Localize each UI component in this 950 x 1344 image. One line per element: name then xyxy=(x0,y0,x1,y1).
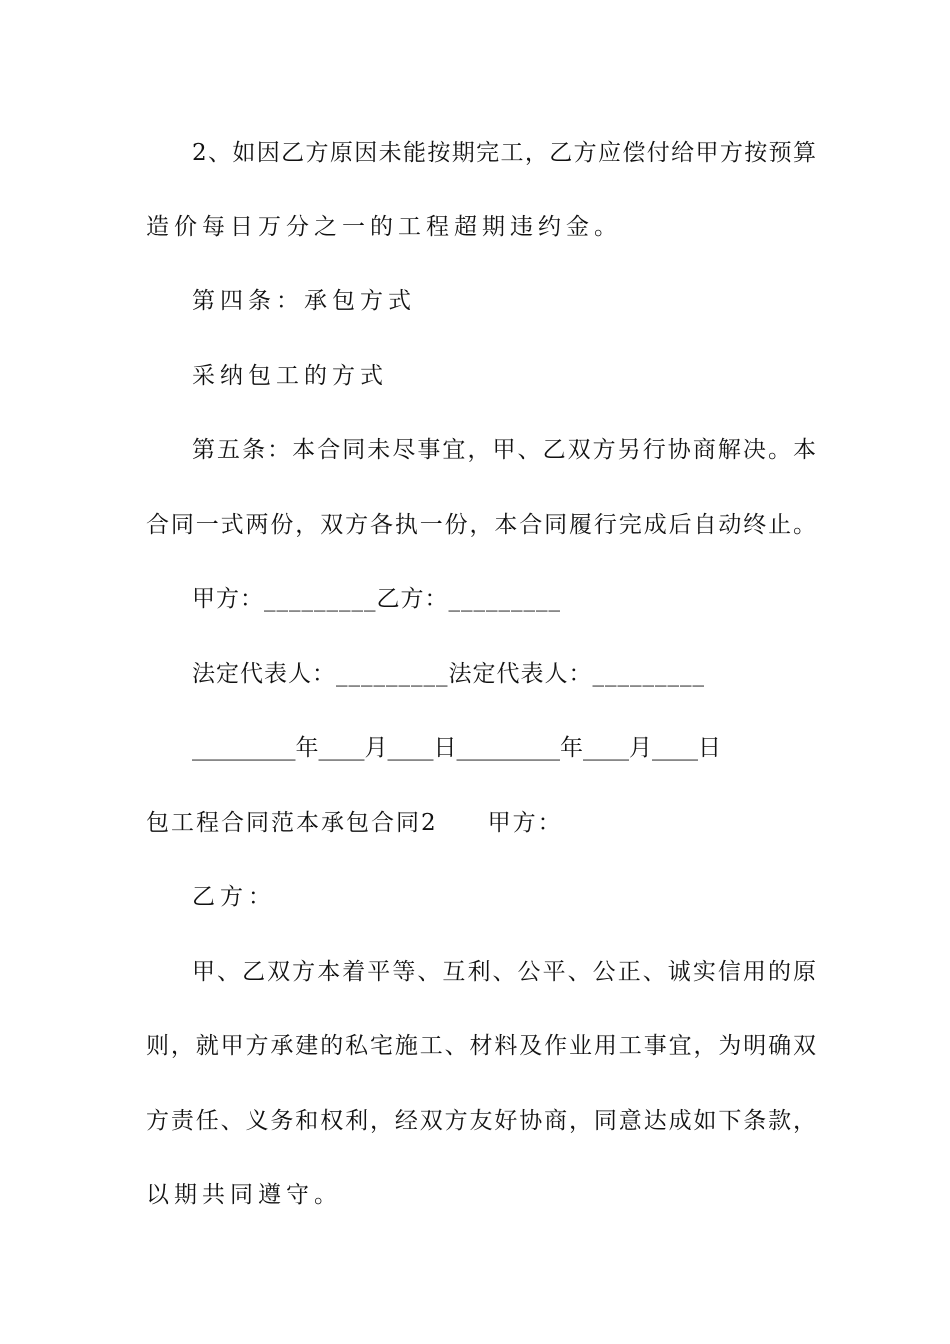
signature-line: 甲方：_________乙方：_________ xyxy=(192,586,561,612)
paragraph-line: 则，就甲方承建的私宅施工、材料及作业用工事宜，为明确双 xyxy=(146,1033,816,1059)
paragraph-line: 甲、乙双方本着平等、互利、公平、公正、诚实信用的原 xyxy=(192,959,816,985)
paragraph-line: 2、如因乙方原因未能按期完工，乙方应偿付给甲方按预算 xyxy=(192,140,816,166)
paragraph-line: 造价每日万分之一的工程超期违约金。 xyxy=(146,214,622,240)
contract-title-line: 包工程合同范本承包合同2 甲方： xyxy=(146,810,563,836)
date-line: _________年____月____日_________年____月____日 xyxy=(192,735,721,761)
paragraph-line: 第五条：本合同未尽事宜，甲、乙双方另行协商解决。本 xyxy=(192,437,816,463)
paragraph-line: 合同一式两份，双方各执一份，本合同履行完成后自动终止。 xyxy=(146,512,816,538)
legal-representative-line: 法定代表人：_________法定代表人：_________ xyxy=(192,661,705,687)
party-b-line: 乙方： xyxy=(192,884,276,910)
paragraph-line: 采纳包工的方式 xyxy=(192,363,388,389)
section-heading: 第四条：承包方式 xyxy=(192,288,416,314)
paragraph-line: 以期共同遵守。 xyxy=(146,1182,342,1208)
paragraph-line: 方责任、义务和权利，经双方友好协商，同意达成如下条款， xyxy=(146,1108,816,1134)
